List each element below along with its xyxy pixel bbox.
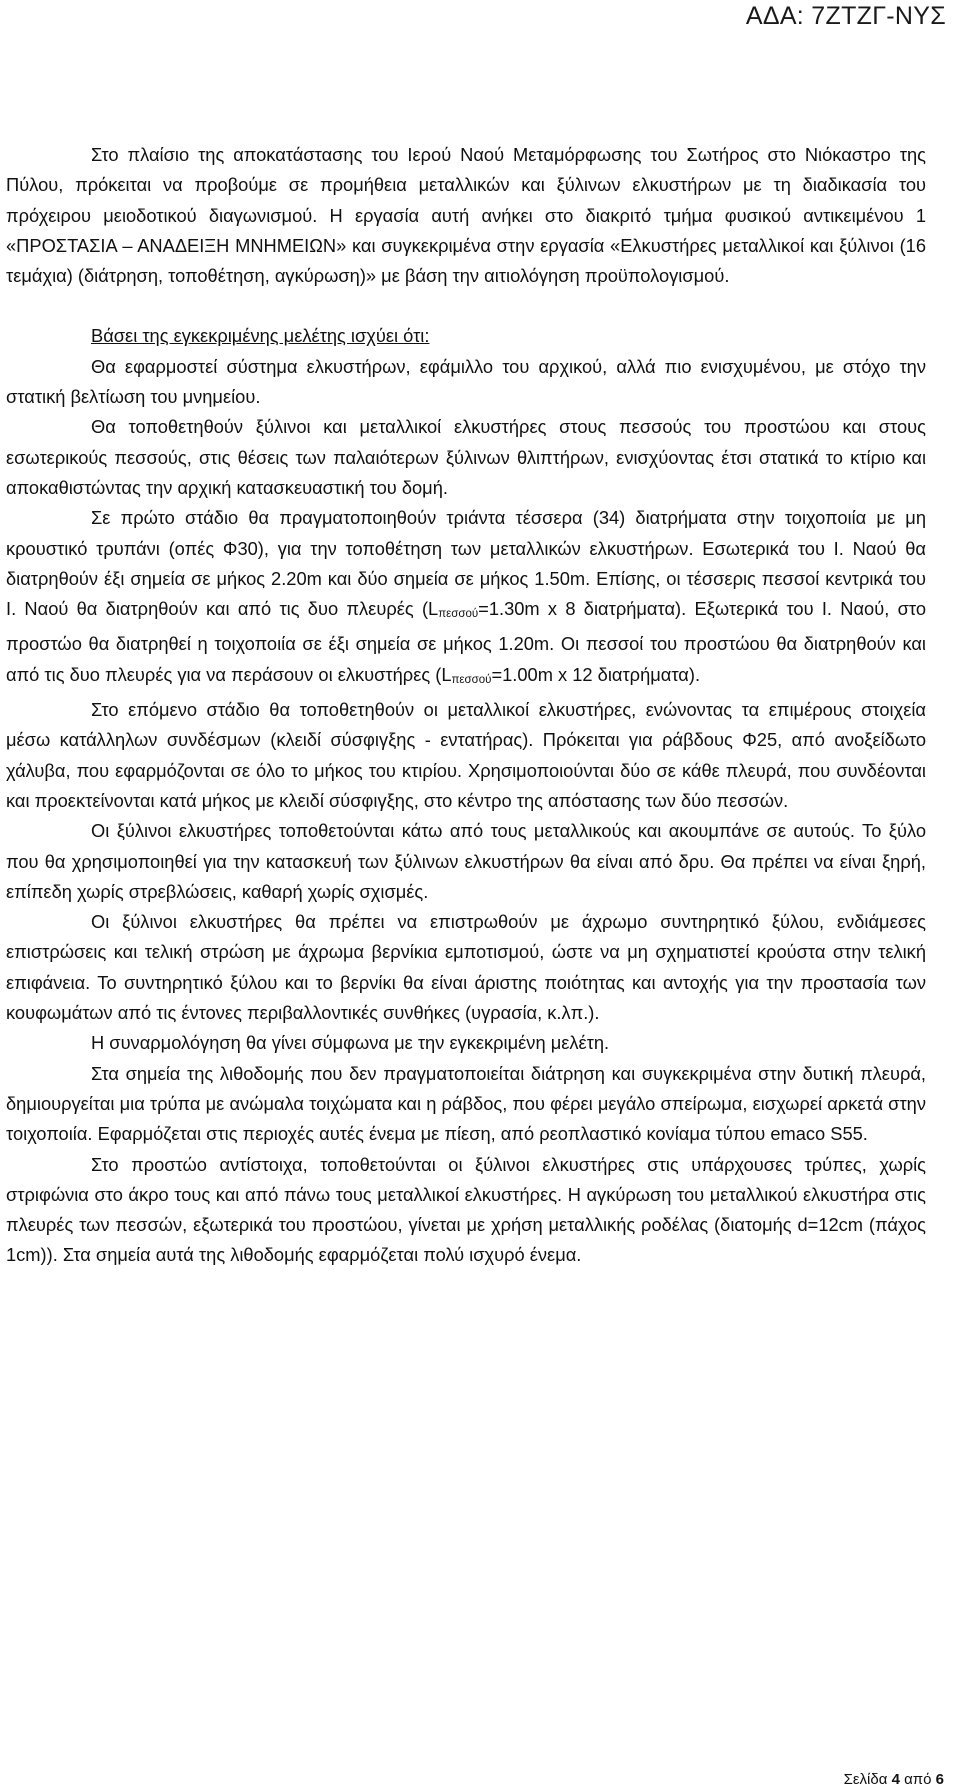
paragraph-drilling	[6, 503, 926, 695]
drilling-text-c: =1.00m x 12 διατρήματα).	[491, 663, 701, 685]
paragraph-wooden-tie-rods: Οι ξύλινοι ελκυστήρες τοποθετούνται κάτω από τους μεταλλικούς και ακουμπάνε σε αυτούς. Το ξύλο που θα χρησιμοποιηθεί για την κατασκευή των ξύλινων ελκυστήρων θα είναι από δρυ. Θα πρέπει να είναι ξηρή, επίπεδη χωρίς στρεβλώσεις, καθαρή χωρίς σχισμές.	[6, 820, 926, 902]
paragraph-assembly: Η συναρμολόγηση θα γίνει σύμφωνα με την εγκεκριμένη μελέτη.	[91, 1032, 610, 1054]
drilling-subscript-1: πεσσού	[438, 608, 479, 621]
paragraph-intro	[6, 140, 926, 291]
paragraph-portico: Στο προστώο αντίστοιχα, τοποθετούνται οι ξύλινοι ελκυστήρες στις υπάρχουσες τρύπες, χωρίς στριφώνια στο άκρο τους και από πάνω τους μεταλλικοί ελκυστήρες. Η αγκύρωση του μεταλλικού ελκυστήρα στις πλευρές των πεσσών, εξωτερικά του προστώου, γίνεται με χρήση μεταλλικής ροδέλας (διατομής d=12cm (πάχος 1cm)). Στα σημεία αυτά της λιθοδομής εφαρμόζεται πολύ ισχυρό ένεμα.	[6, 1153, 926, 1266]
page-total: 6	[935, 1771, 944, 1788]
paragraph-metal-tie-rods: Στο επόμενο στάδιο θα τοποθετηθούν οι μεταλλικοί ελκυστήρες, ενώνοντας τα επιμέρους στοιχεία μέσω κατάλληλων συνδέσμων (κλειδί σύσφιγξης - εντατήρας). Πρόκειται για ράβδους Φ25, από ανοξείδωτο χάλυβα, που εφαρμόζονται σε όλο το μήκος του κτιρίου. Χρησιμοποιούνται δύο σε κάθε πλευρά, που συνδέονται και προεκτείνονται κατά μήκος με κλειδί σύσφιγξης, στο κέντρο της απόστασης των δύο πεσσών.	[6, 699, 926, 811]
page-separator: από	[904, 1771, 932, 1788]
paragraph-system: Θα εφαρμοστεί σύστημα ελκυστήρων, εφάμιλλο του αρχικού, αλλά πιο ενισχυμένου, με στόχο την στατική βελτίωση του μνημείου.	[6, 355, 926, 408]
page-number	[844, 1771, 944, 1788]
drilling-text-a: Σε πρώτο στάδιο θα πραγματοποιηθούν τριάντα τέσσερα (34) διατρήματα στην τοιχοποιία με μη κρουστικό τρυπάνι (οπές Φ30), για την τοποθέτηση των μεταλλικών ελκυστήρων. Εσωτερικά του Ι. Ναού θα διατρηθούν έξι σημεία σε μήκος 2.20m και δύο σημεία σε μήκος 1.50m. Επίσης, οι τέσσερις πεσσοί κεντρικά του Ι. Ναού θα διατρηθούν και από τις δυο πλευρές (L	[6, 507, 926, 620]
document-body	[6, 140, 926, 1271]
paragraph-coating: Οι ξύλινοι ελκυστήρες θα πρέπει να επιστρωθούν με άχρωμο συντηρητικό ξύλου, ενδιάμεσες επιστρώσεις και τελική στρώση με άχρωμα βερνίκια εμποτισμού, ώστε να μη σχηματιστεί κρούστα στην τελική επιφάνεια. Το συντηρητικό ξύλου και το βερνίκι θα είναι άριστης ποιότητας και αντοχής για την προστασία των κουφωμάτων από τις έντονες περιβαλλοντικές συνθήκες (υγρασία, κ.λπ.).	[6, 911, 926, 1024]
section-heading	[6, 321, 926, 351]
drilling-subscript-2: πεσσού	[451, 673, 492, 686]
ada-code: ΑΔΑ: 7ΖΤΖΓ-ΝΥΣ	[745, 2, 946, 30]
paragraph-placement: Θα τοποθετηθούν ξύλινοι και μεταλλικοί ελκυστήρες στους πεσσούς του προστώου και στους εσωτερικούς πεσσούς, στις θέσεις των παλαιότερων ξύλινων θλιπτήρων, ενισχύοντας έτσι στατικά το κτίριο και αποκαθιστώντας την αρχική κατασκευαστική του δομή.	[6, 416, 926, 498]
page-label: Σελίδα	[843, 1771, 888, 1788]
section-heading-text: Βάσει της εγκεκριμένης μελέτης ισχύει ότι:	[91, 325, 430, 347]
page-current: 4	[891, 1771, 900, 1788]
paragraph-grout: Στα σημεία της λιθοδομής που δεν πραγματοποιείται διάτρηση και συγκεκριμένα στην δυτική πλευρά, δημιουργείται μια τρύπα με ανώμαλα τοιχώματα και η ράβδος, που φέρει μεγάλο σπείρωμα, εισχωρεί αρκετά στην τοιχοποιία. Εφαρμόζεται στις περιοχές αυτές ένεμα με πίεση, από ρεοπλαστικό κονίαμα τύπου emaco S55.	[6, 1062, 926, 1145]
paragraph-intro-text: Στο πλαίσιο της αποκατάστασης του Ιερού Ναού Μεταμόρφωσης του Σωτήρος στο Νιόκαστρο της Πύλου, πρόκειται να προβούμε σε προμήθεια μεταλλικών και ξύλινων ελκυστήρων με τη διαδικασία του πρόχειρου μειοδοτικού διαγωνισμού. Η εργασία αυτή ανήκει στο διακριτό τμήμα φυσικού αντικειμένου 1 «ΠΡΟΣΤΑΣΙΑ – ΑΝΑΔΕΙΞΗ ΜΝΗΜΕΙΩΝ» και συγκεκριμένα στην εργασία «Ελκυστήρες μεταλλικοί και ξύλινοι (16 τεμάχια) (διάτρηση, τοποθέτηση, αγκύρωση)» με βάση την αιτιολόγηση προϋπολογισμού.	[6, 144, 926, 287]
drilling-text-b: =1.30m x 8 διατρήματα). Εξωτερικά του Ι. Ναού, στο προστώο θα διατρηθεί η τοιχοποιία σε έξι σημεία σε μήκος 1.20m. Οι πεσσοί του προστώου θα διατρηθούν και από τις δυο πλευρές για να περάσουν οι ελκυστήρες (L	[6, 598, 926, 685]
